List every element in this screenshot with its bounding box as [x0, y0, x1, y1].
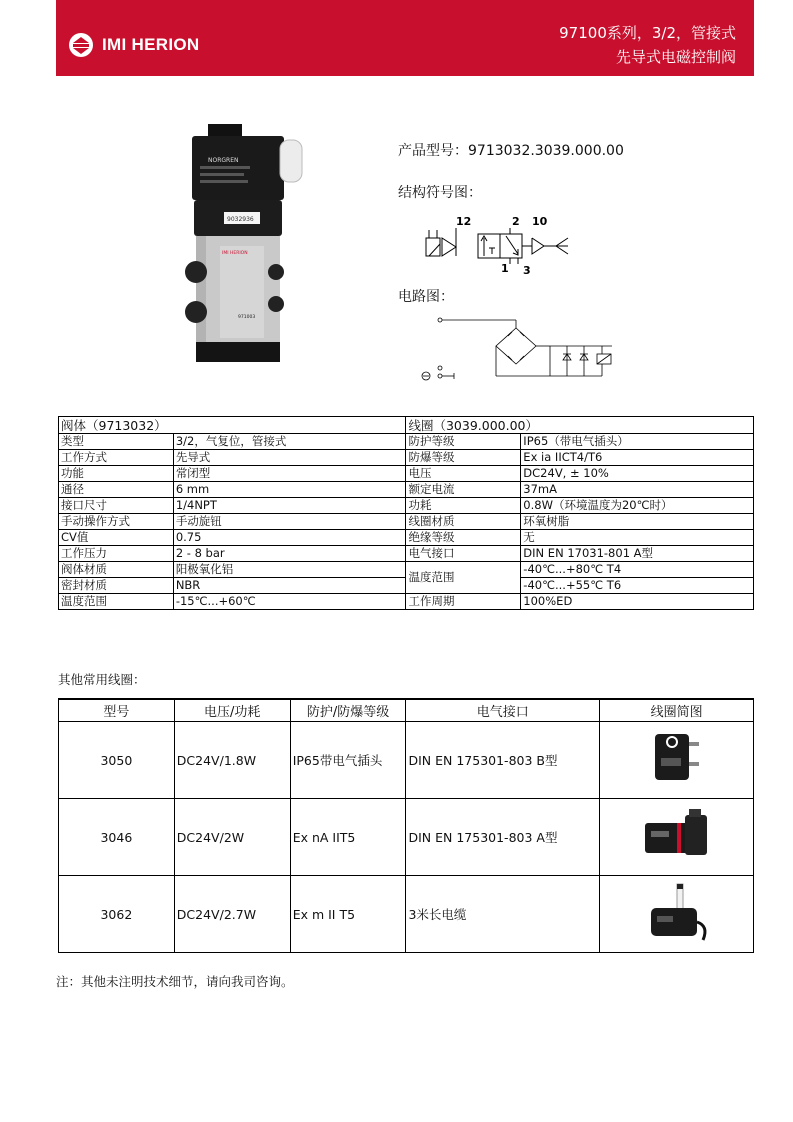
coil-row [59, 722, 754, 799]
footnote: 注：其他未注明技术细节，请向我司咨询。 [56, 974, 294, 989]
coil-protection: Ex m II T5 [290, 876, 406, 953]
spec-value: 0.8W（环境温度为20℃时） [521, 498, 754, 514]
spec-table [58, 416, 754, 610]
spec-row [59, 466, 754, 482]
port-3-label: 3 [523, 264, 531, 277]
spec-value: DC24V, ± 10% [521, 466, 754, 482]
symbol-title: 结构符号图： [398, 185, 482, 201]
spec-row [59, 450, 754, 466]
coil-table [58, 698, 754, 953]
coil-image-cell [600, 876, 754, 953]
coil-voltage: DC24V/1.8W [174, 722, 290, 799]
coil-connector: DIN EN 175301-803 A型 [406, 799, 600, 876]
spec-label: 温度范围 [59, 594, 174, 610]
brand-name: IMI HERION [102, 35, 200, 54]
spec-row [59, 530, 754, 546]
spec-value: Ex ia IICT4/T6 [521, 450, 754, 466]
coil-image-cell [600, 799, 754, 876]
spec-label: CV值 [59, 530, 174, 546]
spec-label: 电气接口 [406, 546, 521, 562]
column-header: 线圈简图 [600, 699, 754, 722]
column-header: 型号 [59, 699, 175, 722]
coil-voltage: DC24V/2.7W [174, 876, 290, 953]
spec-value: -40℃...+80℃ T4 [521, 562, 754, 578]
photo-body-brand: IMI HERION [222, 251, 248, 256]
photo-coil-code: 9032936 [227, 216, 254, 223]
column-header: 电压/功耗 [174, 699, 290, 722]
circuit-diagram [412, 310, 632, 385]
spec-value: 0.75 [173, 530, 406, 546]
spec-header-row [59, 417, 754, 434]
coil-protection: IP65带电气插头 [290, 722, 406, 799]
spec-value: NBR [173, 578, 406, 594]
spec-label: 绝缘等级 [406, 530, 521, 546]
spec-value: 1/4NPT [173, 498, 406, 514]
spec-value: 100%ED [521, 594, 754, 610]
coil-row [59, 876, 754, 953]
spec-label: 防护等级 [406, 434, 521, 450]
coil-protection: Ex nA IIT5 [290, 799, 406, 876]
coil-header: 线圈（3039.000.00） [406, 417, 754, 434]
other-coils-title: 其他常用线圈： [58, 672, 146, 687]
column-header: 防护/防爆等级 [290, 699, 406, 722]
spec-label: 接口尺寸 [59, 498, 174, 514]
spec-value: 先导式 [173, 450, 406, 466]
spec-label: 线圈材质 [406, 514, 521, 530]
coil-image-cell [600, 722, 754, 799]
spec-row [59, 546, 754, 562]
product-title: 先导式电磁控制阀 [615, 48, 736, 66]
photo-body-model: 971003 [238, 315, 256, 320]
series-title: 97100系列，3/2，管接式 [559, 24, 736, 42]
coil-model: 3050 [59, 722, 175, 799]
spec-label: 工作周期 [406, 594, 521, 610]
spec-label: 功能 [59, 466, 174, 482]
spec-value: 无 [521, 530, 754, 546]
column-header: 电气接口 [406, 699, 600, 722]
spec-value: -40℃...+55℃ T6 [521, 578, 754, 594]
spec-value: IP65（带电气插头） [521, 434, 754, 450]
port-12-label: 12 [456, 215, 472, 228]
spec-value: 常闭型 [173, 466, 406, 482]
spec-row [59, 594, 754, 610]
port-2-label: 2 [512, 215, 520, 228]
product-model: 产品型号：9713032.3039.000.00 [398, 143, 624, 159]
port-10-label: 10 [532, 215, 548, 228]
pneumatic-symbol-diagram [420, 210, 580, 280]
photo-brand-label: NORGREN [208, 157, 239, 164]
spec-label: 手动操作方式 [59, 514, 174, 530]
coil-connector: 3米长电缆 [406, 876, 600, 953]
circuit-title: 电路图： [398, 289, 454, 305]
header-banner [56, 0, 754, 76]
spec-value: 阳极氧化铝 [173, 562, 406, 578]
spec-label: 功耗 [406, 498, 521, 514]
spec-label: 阀体材质 [59, 562, 174, 578]
spec-label: 电压 [406, 466, 521, 482]
coil-header-row [59, 699, 754, 722]
spec-label: 密封材质 [59, 578, 174, 594]
spec-label: 额定电流 [406, 482, 521, 498]
spec-label: 工作方式 [59, 450, 174, 466]
coil-model: 3046 [59, 799, 175, 876]
spec-value: 环氧树脂 [521, 514, 754, 530]
spec-label: 工作压力 [59, 546, 174, 562]
imi-logo-icon [68, 32, 94, 58]
spec-value: 37mA [521, 482, 754, 498]
valve-body-header: 阀体（9713032） [59, 417, 406, 434]
port-1-label: 1 [501, 262, 509, 275]
coil-connector: DIN EN 175301-803 B型 [406, 722, 600, 799]
spec-row [59, 482, 754, 498]
spec-label: 防爆等级 [406, 450, 521, 466]
spec-label: 类型 [59, 434, 174, 450]
valve-photo [180, 122, 305, 370]
spec-value: -15℃...+60℃ [173, 594, 406, 610]
spec-value: 手动旋钮 [173, 514, 406, 530]
spec-value: 2 - 8 bar [173, 546, 406, 562]
spec-value: DIN EN 17031-801 A型 [521, 546, 754, 562]
coil-3062-image [637, 882, 717, 944]
spec-row [59, 514, 754, 530]
coil-3046-image [637, 805, 717, 867]
spec-value: 3/2，气复位，管接式 [173, 434, 406, 450]
coil-model: 3062 [59, 876, 175, 953]
coil-temp-range-label: 温度范围 [406, 562, 521, 594]
spec-label: 通径 [59, 482, 174, 498]
brand-logo [68, 32, 199, 58]
spec-row [59, 434, 754, 450]
spec-row [59, 562, 754, 578]
coil-row [59, 799, 754, 876]
coil-3050-image [637, 728, 717, 790]
spec-value: 6 mm [173, 482, 406, 498]
coil-voltage: DC24V/2W [174, 799, 290, 876]
spec-row [59, 498, 754, 514]
